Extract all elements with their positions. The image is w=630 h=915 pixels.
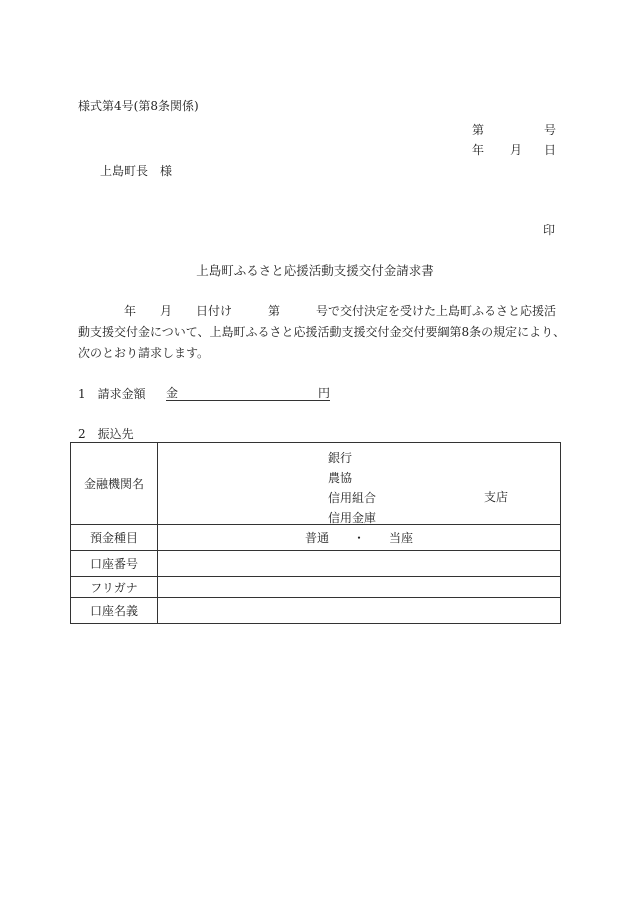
form-number-label: 様式第4号(第8条関係): [78, 99, 199, 113]
body-line-1: [78, 305, 558, 319]
bank-table: [70, 442, 561, 624]
furigana-row: [71, 577, 561, 598]
deposit-type-row: [71, 525, 561, 551]
branch-label: 支店: [484, 489, 509, 504]
institution-type-agri: 農協: [328, 470, 353, 485]
institution-field[interactable]: [158, 443, 561, 525]
transfer-label: 2 振込先: [78, 427, 134, 441]
furigana-label: フリガナ: [71, 577, 158, 598]
account-number-label: 口座番号: [71, 551, 158, 577]
body-line-3: 次のとおり請求します。: [78, 346, 210, 360]
account-name-row: [71, 598, 561, 624]
document-title: 上島町ふるさと応援活動支援交付金請求書: [196, 263, 434, 278]
body-year: 年: [124, 304, 137, 318]
institution-types: [158, 444, 560, 524]
institution-row: [71, 443, 561, 525]
body-no: 第: [268, 304, 281, 318]
number-prefix: 第: [472, 123, 485, 137]
account-number-row: [71, 551, 561, 577]
institution-type-shinkin: 信用金庫: [328, 510, 377, 525]
addressee: 上島町長 様: [100, 164, 173, 178]
seal-mark: 印: [543, 223, 556, 237]
account-name-label: 口座名義: [71, 598, 158, 624]
deposit-type-options[interactable]: 普通 ・ 当座: [158, 525, 561, 551]
institution-type-credit-union: 信用組合: [328, 490, 377, 505]
amount-input[interactable]: [166, 387, 330, 401]
amount-label: 1 請求金額: [78, 387, 146, 401]
date-month: 月: [510, 143, 523, 157]
furigana-input[interactable]: [158, 577, 561, 598]
account-name-input[interactable]: [158, 598, 561, 624]
number-suffix: 号: [544, 123, 557, 137]
body-month: 月: [160, 304, 173, 318]
date-year: 年: [472, 143, 485, 157]
amount-suffix: 円: [317, 386, 330, 400]
institution-label: 金融機関名: [71, 443, 158, 525]
deposit-type-label: 預金種目: [71, 525, 158, 551]
body-rest: 号で交付決定を受けた上島町ふるさと応援活: [316, 304, 557, 318]
amount-prefix: 金: [166, 386, 179, 400]
body-line-2: 動支援交付金について、上島町ふるさと応援活動支援交付金交付要綱第8条の規定により、: [78, 325, 566, 339]
account-number-input[interactable]: [158, 551, 561, 577]
date-day: 日: [544, 143, 557, 157]
body-dated: 日付け: [196, 304, 233, 318]
institution-type-bank: 銀行: [328, 450, 353, 465]
amount-row: [78, 388, 338, 402]
